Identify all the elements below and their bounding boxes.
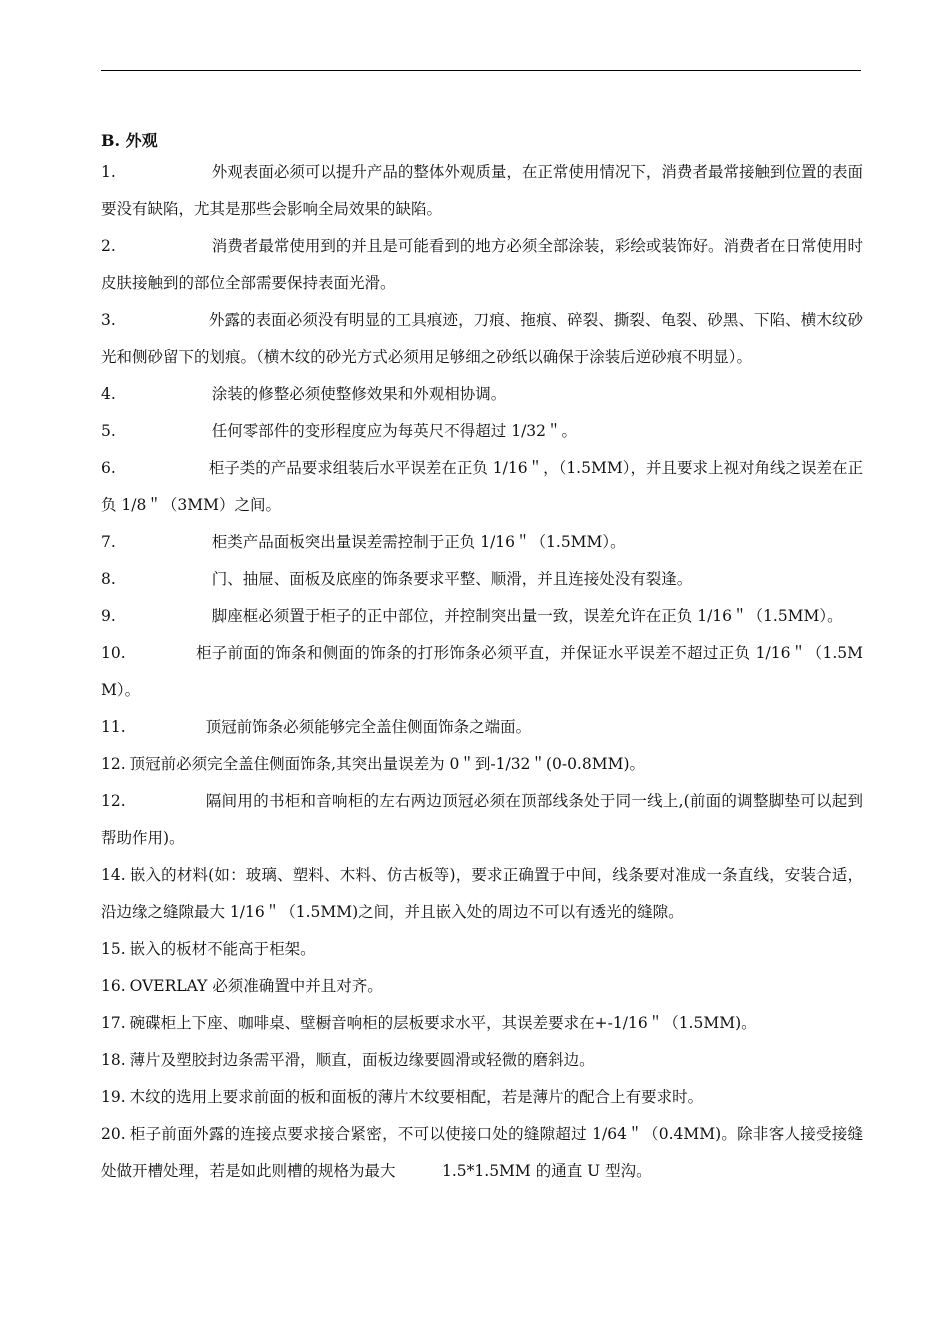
list-item bbox=[101, 709, 863, 746]
item-number: 1. bbox=[101, 163, 116, 181]
item-number: 17. bbox=[101, 1014, 126, 1032]
item-number: 10. bbox=[101, 644, 126, 662]
item-number: 11. bbox=[101, 718, 126, 736]
item-text: 顶冠前饰条必须能够完全盖住侧面饰条之端面。 bbox=[205, 718, 532, 736]
list-item bbox=[101, 598, 863, 635]
list-item bbox=[101, 228, 863, 302]
item-number: 6. bbox=[101, 459, 116, 477]
item-number: 5. bbox=[101, 422, 116, 440]
list-item bbox=[101, 783, 863, 857]
item-number: 7. bbox=[101, 533, 116, 551]
item-text: 木纹的选用上要求前面的板和面板的薄片木纹要相配，若是薄片的配合上有要求时。 bbox=[129, 1088, 704, 1106]
item-number: 12. bbox=[101, 792, 126, 810]
item-text: 碗碟柜上下座、咖啡桌、壁橱音响柜的层板要求水平，其误差要求在+-1/16＂（1.5MM)。 bbox=[129, 1014, 757, 1032]
item-text: 柜类产品面板突出量误差需控制于正负 1/16＂（1.5MM）。 bbox=[211, 533, 626, 551]
item-text: 外观表面必须可以提升产品的整体外观质量，在正常使用情况下，消费者最常接触到位置的表面要没有缺陷，尤其是那些会影响全局效果的缺陷。 bbox=[101, 163, 863, 218]
section-heading: B. 外观 bbox=[101, 131, 158, 150]
item-number: 12. bbox=[101, 755, 126, 773]
list-item bbox=[101, 1042, 863, 1079]
list-item bbox=[101, 524, 863, 561]
item-number: 9. bbox=[101, 607, 116, 625]
list-item bbox=[101, 857, 863, 931]
item-text: 嵌入的板材不能高于柜架。 bbox=[129, 940, 316, 958]
item-list bbox=[101, 154, 863, 1190]
item-text: OVERLAY 必须准确置中并且对齐。 bbox=[129, 977, 383, 995]
item-number: 2. bbox=[101, 237, 116, 255]
item-number: 14. bbox=[101, 866, 126, 884]
item-number: 20. bbox=[101, 1125, 126, 1143]
item-text: 薄片及塑胶封边条需平滑，顺直，面板边缘要圆滑或轻微的磨斜边。 bbox=[129, 1051, 595, 1069]
item-text: 隔间用的书柜和音响柜的左右两边顶冠必须在顶部线条处于同一线上,(前面的调整脚垫可以起到帮助作用)。 bbox=[101, 792, 863, 847]
item-number: 18. bbox=[101, 1051, 126, 1069]
list-item bbox=[101, 1116, 863, 1190]
list-item bbox=[101, 1005, 863, 1042]
item-text: 嵌入的材料(如：玻璃、塑料、木料、仿古板等)，要求正确置于中间，线条要对准成一条直线，安装合适，沿边缘之缝隙最大 1/16＂（1.5MM)之间，并且嵌入处的周边不可以有透光的缝隙。 bbox=[101, 866, 863, 921]
list-item bbox=[101, 1079, 863, 1116]
item-number: 8. bbox=[101, 570, 116, 588]
item-text: 脚座框必须置于柜子的正中部位，并控制突出量一致，误差允许在正负 1/16＂（1.5MM）。 bbox=[211, 607, 843, 625]
list-item bbox=[101, 450, 863, 524]
list-item bbox=[101, 561, 863, 598]
item-number: 3. bbox=[101, 311, 116, 329]
item-number: 16. bbox=[101, 977, 126, 995]
item-number: 15. bbox=[101, 940, 126, 958]
list-item bbox=[101, 413, 863, 450]
list-item bbox=[101, 746, 863, 783]
list-item bbox=[101, 376, 863, 413]
list-item bbox=[101, 302, 863, 376]
item-text: 涂装的修整必须使整修效果和外观相协调。 bbox=[211, 385, 507, 403]
item-text: 顶冠前必须完全盖住侧面饰条,其突出量误差为 0＂到-1/32＂(0-0.8MM)。 bbox=[129, 755, 646, 773]
list-item bbox=[101, 968, 863, 1005]
item-text: 柜子类的产品要求组装后水平误差在正负 1/16＂，（1.5MM），并且要求上视对角线之误差在正负 1/8＂（3MM）之间。 bbox=[101, 459, 863, 514]
item-number: 19. bbox=[101, 1088, 126, 1106]
item-text: 消费者最常使用到的并且是可能看到的地方必须全部涂装，彩绘或装饰好。消费者在日常使用时皮肤接触到的部位全部需要保持表面光滑。 bbox=[101, 237, 863, 292]
list-item bbox=[101, 154, 863, 228]
item-text: 柜子前面外露的连接点要求接合紧密，不可以使接口处的缝隙超过 1/64＂（0.4MM)。除非客人接受接缝处做开槽处理，若是如此则槽的规格为最大 1.5*1.5MM 的通直 U 型沟。 bbox=[101, 1125, 863, 1180]
list-item bbox=[101, 931, 863, 968]
item-text: 柜子前面的饰条和侧面的饰条的打形饰条必须平直，并保证水平误差不超过正负 1/16＂（1.5MM）。 bbox=[101, 644, 863, 699]
list-item bbox=[101, 635, 863, 709]
item-text: 门、抽屉、面板及底座的饰条要求平整、顺滑，并且连接处没有裂逢。 bbox=[211, 570, 693, 588]
item-text: 任何零部件的变形程度应为每英尺不得超过 1/32＂。 bbox=[211, 422, 578, 440]
item-text: 外露的表面必须没有明显的工具痕迹，刀痕、拖痕、碎裂、撕裂、龟裂、砂黑、下陷、横木纹砂光和侧砂留下的划痕。（横木纹的砂光方式必须用足够细之砂纸以确保于涂装后逆砂痕不明显）。 bbox=[101, 311, 863, 366]
header-rule bbox=[101, 70, 861, 71]
item-number: 4. bbox=[101, 385, 116, 403]
document-body bbox=[101, 127, 863, 1190]
